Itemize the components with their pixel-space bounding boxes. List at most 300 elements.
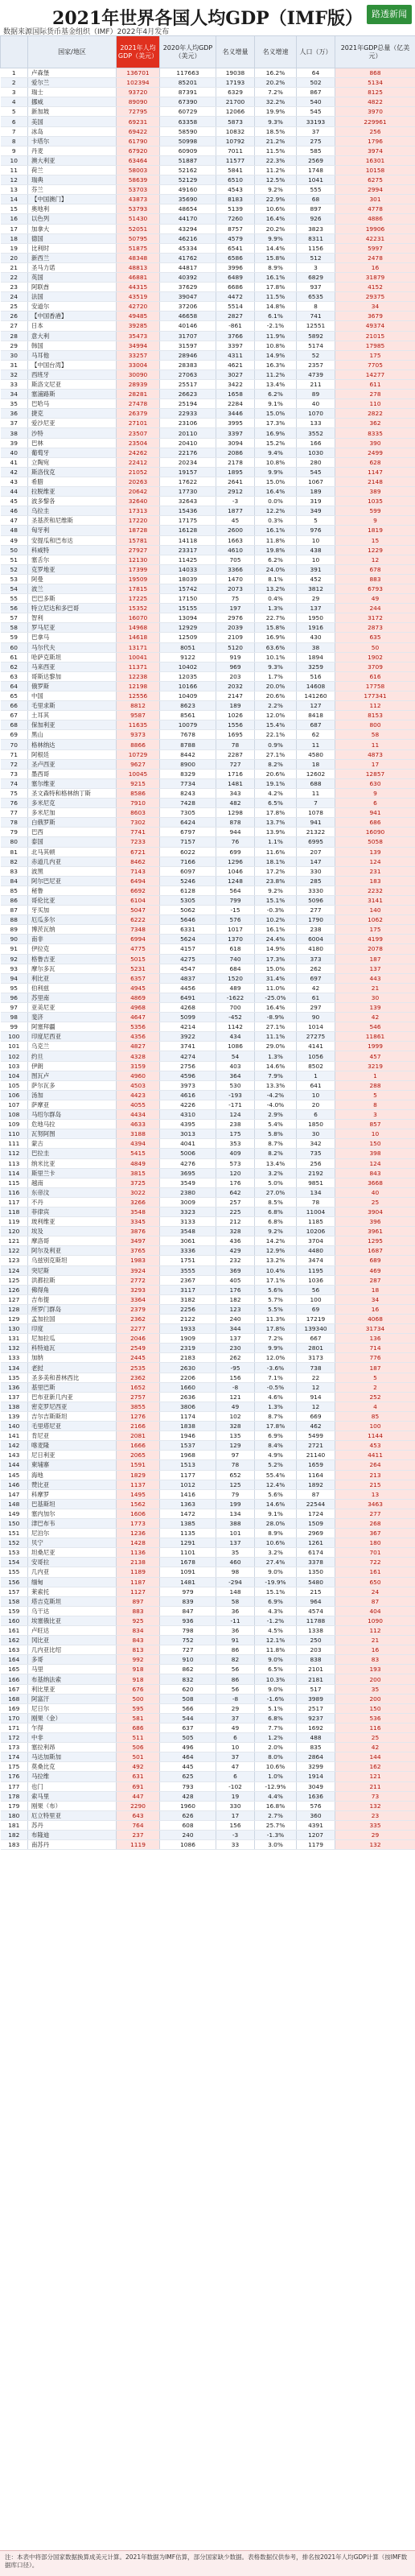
table-cell: 塞尔维亚	[28, 778, 117, 788]
table-cell: 1185	[297, 1217, 335, 1227]
table-cell: 10	[335, 1129, 415, 1139]
table-cell: 10832	[216, 126, 255, 136]
table-cell: 29	[297, 594, 335, 604]
table-cell: 257	[216, 1197, 255, 1207]
table-cell: 埃塞俄比亚	[28, 1616, 117, 1625]
table-cell: 3924	[117, 1265, 160, 1275]
table-cell: 3709	[335, 662, 415, 671]
table-cell: 275	[297, 136, 335, 146]
table-cell: 93720	[117, 88, 160, 97]
table-cell: 27.1%	[255, 1022, 297, 1032]
table-row	[1, 1197, 415, 1207]
table-cell: 14618	[117, 633, 160, 642]
table-row	[1, 740, 415, 749]
table-cell: 44170	[160, 214, 216, 224]
table-cell: 61790	[117, 136, 160, 146]
table-cell: 阿联酋	[28, 283, 117, 292]
table-cell: 13.2%	[255, 1256, 297, 1265]
table-cell: 7.1%	[255, 1373, 297, 1382]
table-cell: 36	[1, 409, 28, 419]
table-cell: 727	[160, 1645, 216, 1655]
table-cell: 159	[1, 1606, 28, 1616]
table-cell: 50795	[117, 233, 160, 243]
table-cell: 6097	[160, 866, 216, 876]
table-cell: 342	[297, 1139, 335, 1149]
table-cell: 910	[160, 1655, 216, 1665]
table-cell: 136	[1, 1382, 28, 1392]
table-cell: 75	[216, 594, 255, 604]
table-row	[1, 613, 415, 623]
table-cell: 150	[335, 1139, 415, 1149]
table-cell: 乌干达	[28, 1606, 117, 1616]
table-cell: 1562	[117, 1499, 160, 1509]
table-cell: 巴哈马	[28, 399, 117, 409]
table-row	[1, 1567, 415, 1577]
table-cell: 52129	[160, 175, 216, 185]
table-cell: 3259	[297, 662, 335, 671]
table-cell: 4547	[160, 964, 216, 973]
table-cell: 28	[1, 331, 28, 341]
table-cell: 8788	[160, 740, 216, 749]
table-cell: 12.0%	[255, 711, 297, 720]
table-cell: 457	[335, 1051, 415, 1061]
table-cell: 897	[117, 1596, 160, 1606]
table-cell: 3182	[160, 1294, 216, 1304]
table-cell: 4180	[297, 944, 335, 954]
table-cell: 42	[335, 1743, 415, 1752]
table-cell: 22933	[160, 409, 216, 419]
table-cell: 50998	[160, 136, 216, 146]
table-cell: 148	[216, 1587, 255, 1596]
table-row	[1, 652, 415, 662]
table-cell: 134	[297, 1187, 335, 1197]
table-cell: 6793	[335, 584, 415, 593]
table-row	[1, 1577, 415, 1587]
table-cell: 115	[1, 1178, 28, 1187]
table-cell: 409	[216, 1149, 255, 1158]
table-cell: 20234	[160, 457, 216, 467]
table-cell: 5062	[160, 906, 216, 915]
table-cell: 17815	[117, 584, 160, 593]
table-row	[1, 1168, 415, 1178]
table-cell: 44817	[160, 262, 216, 272]
table-cell: 114	[1, 1168, 28, 1178]
table-row	[1, 68, 415, 78]
table-cell: 3	[1, 88, 28, 97]
table-cell: 10.8%	[255, 341, 297, 350]
table-cell: 117663	[160, 68, 216, 78]
table-cell: 3.0%	[255, 1840, 297, 1850]
table-cell: 1950	[297, 613, 335, 623]
table-cell: 536	[335, 1713, 415, 1723]
table-cell: 德国	[28, 233, 117, 243]
table-cell: 137	[297, 604, 335, 613]
table-cell: 塞浦路斯	[28, 390, 117, 399]
table-row	[1, 272, 415, 282]
table-cell: 2073	[216, 584, 255, 593]
table-cell: 56	[297, 1285, 335, 1294]
table-cell: 10.6%	[255, 1538, 297, 1548]
table-cell: 58	[1, 623, 28, 633]
table-cell: 20	[297, 1100, 335, 1109]
table-cell: 6329	[216, 88, 255, 97]
table-cell: 169	[1, 1703, 28, 1713]
table-cell: 1850	[297, 1120, 335, 1129]
table-cell: 211	[297, 380, 335, 390]
table-cell: 9.2%	[255, 886, 297, 895]
table-cell: 10079	[160, 720, 216, 730]
table-cell: 319	[297, 497, 335, 506]
table-cell: 544	[160, 1713, 216, 1723]
table-cell: 6	[335, 799, 415, 808]
table-row	[1, 146, 415, 155]
table-cell: 16.1%	[255, 526, 297, 535]
table-cell: 162	[335, 1762, 415, 1772]
table-cell: 652	[216, 1470, 255, 1480]
table-cell: 914	[297, 1392, 335, 1402]
table-cell: 卡塔尔	[28, 136, 117, 146]
table-cell: 16070	[117, 613, 160, 623]
table-cell: 1470	[216, 574, 255, 584]
table-cell: 4434	[117, 1110, 160, 1120]
table-cell: 667	[297, 1334, 335, 1344]
table-cell: 刚果（金）	[28, 1713, 117, 1723]
table-cell: 23504	[117, 438, 160, 448]
table-cell: 40	[335, 1187, 415, 1197]
table-cell: 新加坡	[28, 107, 117, 117]
table-row	[1, 837, 415, 847]
table-row	[1, 1529, 415, 1538]
table-cell: 57	[1, 613, 28, 623]
table-cell: 98	[1, 1013, 28, 1022]
table-cell: 5096	[297, 895, 335, 905]
table-cell: 16	[335, 1304, 415, 1314]
table-row	[1, 1392, 415, 1402]
table-cell: 2.0%	[255, 1743, 297, 1752]
table-cell: 东帝汶	[28, 1187, 117, 1197]
table-cell: 516	[297, 671, 335, 681]
table-cell: 4.3%	[255, 1606, 297, 1616]
table-cell: 8900	[160, 759, 216, 769]
table-cell: 48654	[160, 204, 216, 214]
table-cell: 马拉维	[28, 1772, 117, 1781]
table-cell: 3996	[216, 262, 255, 272]
table-cell: 1370	[216, 935, 255, 944]
table-cell: 13	[1, 185, 28, 195]
table-cell: 5873	[216, 117, 255, 126]
table-cell: 24262	[117, 448, 160, 457]
table-cell: 116	[1, 1187, 28, 1197]
table-cell: 1687	[335, 1246, 415, 1256]
table-cell: 1156	[297, 243, 335, 253]
table-row	[1, 1451, 415, 1460]
table-cell: 3397	[216, 428, 255, 438]
table-cell: 1017	[216, 925, 255, 935]
table-cell: 174	[1, 1752, 28, 1762]
table-cell: 11635	[117, 720, 160, 730]
table-cell: 1.0%	[255, 1772, 297, 1781]
table-cell: 2357	[297, 360, 335, 369]
table-cell: 51	[1, 555, 28, 564]
table-cell: 36	[216, 1606, 255, 1616]
table-cell: 匈牙利	[28, 526, 117, 535]
table-cell: 塞内加尔	[28, 1509, 117, 1518]
table-cell: 51887	[160, 155, 216, 165]
table-cell: 7157	[160, 837, 216, 847]
table-cell: 19157	[160, 467, 216, 477]
table-cell: 100	[335, 1422, 415, 1431]
table-cell: 60	[1, 642, 28, 652]
table-cell: 39047	[160, 292, 216, 302]
table-cell: 137	[216, 1334, 255, 1344]
table-cell: 1652	[117, 1382, 160, 1392]
table-cell: 182	[216, 1294, 255, 1304]
table-cell: 277	[335, 1509, 415, 1518]
table-cell: 2827	[216, 312, 255, 321]
table-cell: 20642	[117, 487, 160, 497]
table-cell: 511	[117, 1733, 160, 1743]
table-cell: 67920	[117, 146, 160, 155]
table-cell: 73	[1, 769, 28, 778]
table-row	[1, 399, 415, 409]
col-header-rank	[1, 36, 28, 68]
table-cell: 1909	[160, 1334, 216, 1344]
table-cell: 3266	[117, 1197, 160, 1207]
table-row	[1, 711, 415, 720]
table-cell: 1796	[335, 136, 415, 146]
table-cell: 3022	[117, 1187, 160, 1197]
table-row	[1, 915, 415, 925]
table-row	[1, 136, 415, 146]
table-cell: 11861	[335, 1032, 415, 1042]
table-cell: 18	[297, 759, 335, 769]
table-cell: 197	[216, 604, 255, 613]
table-cell: 俄罗斯	[28, 681, 117, 691]
table-cell: 15.8%	[255, 253, 297, 262]
table-cell: 58590	[160, 126, 216, 136]
table-cell: 3173	[297, 1353, 335, 1363]
table-cell: 1902	[335, 652, 415, 662]
table-cell: 2.9%	[255, 1110, 297, 1120]
table-cell: 智利	[28, 613, 117, 623]
table-cell: 8.0%	[255, 1752, 297, 1762]
table-cell: 129	[1, 1315, 28, 1324]
table-cell: 14.4%	[255, 243, 297, 253]
table-cell: 96	[1, 993, 28, 1002]
table-cell: 686	[117, 1723, 160, 1732]
table-cell: 1137	[117, 1480, 160, 1489]
table-cell: 618	[216, 944, 255, 954]
table-cell: 173	[1, 1743, 28, 1752]
table-cell: 90	[297, 1013, 335, 1022]
footnote: 注：本表中将部分国家数据换算成美元计算。2021年数据为IMF估算，部分国家缺少数据。表格数据仅供参考，排名按2021年人均GDP计算（按IMF数据库口径）。	[0, 2550, 415, 2576]
table-row	[1, 1801, 415, 1810]
table-cell: 85	[1, 886, 28, 895]
table-cell: 4503	[117, 1080, 160, 1090]
table-cell: 巴布亚新几内亚	[28, 1392, 117, 1402]
table-cell: 危地马拉	[28, 1120, 117, 1129]
table-cell: 3172	[335, 613, 415, 623]
table-cell: 369	[216, 1265, 255, 1275]
table-cell: 187	[335, 954, 415, 964]
table-cell: 6586	[216, 253, 255, 262]
table-cell: 193	[335, 1665, 415, 1674]
table-cell: 125	[216, 1480, 255, 1489]
table-cell: 2287	[216, 749, 255, 759]
table-cell: 1189	[117, 1567, 160, 1577]
table-cell: 9215	[117, 778, 160, 788]
table-cell: 4311	[216, 350, 255, 360]
table-cell: 49160	[160, 185, 216, 195]
table-cell: 5646	[160, 915, 216, 925]
table-cell: 390	[335, 438, 415, 448]
table-cell: 155	[1, 1567, 28, 1577]
table-cell: 608	[160, 1820, 216, 1830]
table-cell: 180	[1, 1810, 28, 1820]
table-cell: 27275	[297, 1032, 335, 1042]
table-cell: 丹麦	[28, 146, 117, 155]
table-cell: 862	[160, 1665, 216, 1674]
table-cell: 25	[335, 1733, 415, 1743]
table-cell: 1338	[297, 1626, 335, 1636]
table-cell: 伊朗	[28, 1061, 117, 1071]
table-cell: 15.2%	[255, 438, 297, 448]
table-cell: 14.8%	[255, 302, 297, 312]
table-cell: 1.1%	[255, 837, 297, 847]
table-cell: 5174	[297, 341, 335, 350]
table-cell: 23	[335, 1810, 415, 1820]
table-cell: 1091	[160, 1567, 216, 1577]
table-cell: 巴基斯坦	[28, 1499, 117, 1509]
table-cell: 3695	[160, 1168, 216, 1178]
table-cell: 78	[216, 1460, 255, 1470]
table-cell: 12	[1, 175, 28, 185]
table-cell: 200	[335, 1694, 415, 1703]
table-cell: 2178	[216, 457, 255, 467]
table-cell: 1509	[297, 1518, 335, 1528]
table-cell: 143	[1, 1451, 28, 1460]
table-cell: 3812	[297, 584, 335, 593]
table-cell: 90	[1, 935, 28, 944]
table-cell: 131	[1, 1334, 28, 1344]
table-cell: 43873	[117, 195, 160, 204]
table-cell: 6	[216, 1772, 255, 1781]
table-cell: 367	[335, 1529, 415, 1538]
table-cell: 苏丹	[28, 1820, 117, 1830]
table-cell: 71	[1, 749, 28, 759]
table-cell: 89090	[117, 97, 160, 107]
table-cell: 21	[1, 262, 28, 272]
table-cell: 1086	[160, 1840, 216, 1850]
table-cell: 12198	[117, 681, 160, 691]
table-cell: 12	[297, 1382, 335, 1392]
table-cell: 8	[297, 302, 335, 312]
table-cell: 希腊	[28, 477, 117, 486]
table-row	[1, 633, 415, 642]
table-row	[1, 1129, 415, 1139]
table-row	[1, 769, 415, 778]
table-cell: 31597	[160, 341, 216, 350]
table-row	[1, 1382, 415, 1392]
table-cell: 566	[160, 1703, 216, 1713]
table-cell: 10166	[160, 681, 216, 691]
table-cell: 3049	[297, 1781, 335, 1791]
table-cell: 139	[1, 1411, 28, 1421]
table-cell: 287	[335, 1275, 415, 1285]
table-cell: 145	[1, 1470, 28, 1480]
table-cell: 4055	[117, 1100, 160, 1109]
table-row	[1, 1032, 415, 1042]
table-cell: 277	[297, 906, 335, 915]
table-cell: 2.2%	[255, 701, 297, 711]
table-cell: 67390	[160, 97, 216, 107]
table-row	[1, 1139, 415, 1149]
table-cell: 585	[297, 146, 335, 155]
table-cell: 38	[1, 428, 28, 438]
table-cell: 17622	[160, 477, 216, 486]
table-row	[1, 214, 415, 224]
table-cell: 176	[216, 1285, 255, 1294]
table-cell: 24.4%	[255, 935, 297, 944]
table-cell: 3989	[297, 1694, 335, 1703]
table-cell: 6541	[216, 243, 255, 253]
table-cell: 102	[216, 1411, 255, 1421]
table-cell: 630	[335, 778, 415, 788]
table-cell: 立陶宛	[28, 457, 117, 467]
table-cell: 5.5%	[255, 1304, 297, 1314]
table-cell: 6.8%	[255, 1713, 297, 1723]
brand-logo[interactable]: 路透新闻	[367, 5, 412, 24]
table-cell: 301	[335, 195, 415, 204]
table-cell: 4199	[335, 935, 415, 944]
table-cell: 76	[216, 837, 255, 847]
table-cell: 508	[160, 1694, 216, 1703]
table-cell: 11788	[297, 1616, 335, 1625]
table-cell: 4152	[335, 283, 415, 292]
table-cell: 肯尼亚	[28, 1431, 117, 1441]
table-cell: 35	[335, 1684, 415, 1694]
table-cell: 89	[1, 925, 28, 935]
table-cell: 30	[335, 993, 415, 1002]
table-cell: 卢森堡	[28, 68, 117, 78]
table-cell: 也门	[28, 1781, 117, 1791]
table-cell: 135	[216, 1431, 255, 1441]
table-cell: 9122	[160, 652, 216, 662]
table-cell: 21052	[117, 467, 160, 477]
table-cell: 142	[1, 1441, 28, 1451]
table-cell: 哥伦比亚	[28, 895, 117, 905]
table-cell: 10792	[216, 136, 255, 146]
table-cell: 2277	[117, 1324, 160, 1334]
table-cell: 4968	[117, 1003, 160, 1013]
table-cell: 64	[1, 681, 28, 691]
table-cell: 678	[335, 564, 415, 574]
table-cell: -3.6%	[255, 1363, 297, 1373]
table-cell: 33	[216, 1840, 255, 1850]
table-cell: 6174	[297, 1548, 335, 1558]
table-cell: 亚美尼亚	[28, 1003, 117, 1013]
table-cell: 厄瓜多尔	[28, 915, 117, 925]
table-cell: 482	[216, 799, 255, 808]
table-cell: 60909	[160, 146, 216, 155]
table-cell: 24	[1, 292, 28, 302]
table-cell: 72	[1, 759, 28, 769]
table-cell: 21322	[297, 828, 335, 837]
table-cell: 29	[216, 1703, 255, 1713]
table-cell: 100	[1, 1032, 28, 1042]
table-cell: 6692	[117, 886, 160, 895]
table-cell: 1179	[297, 1840, 335, 1850]
